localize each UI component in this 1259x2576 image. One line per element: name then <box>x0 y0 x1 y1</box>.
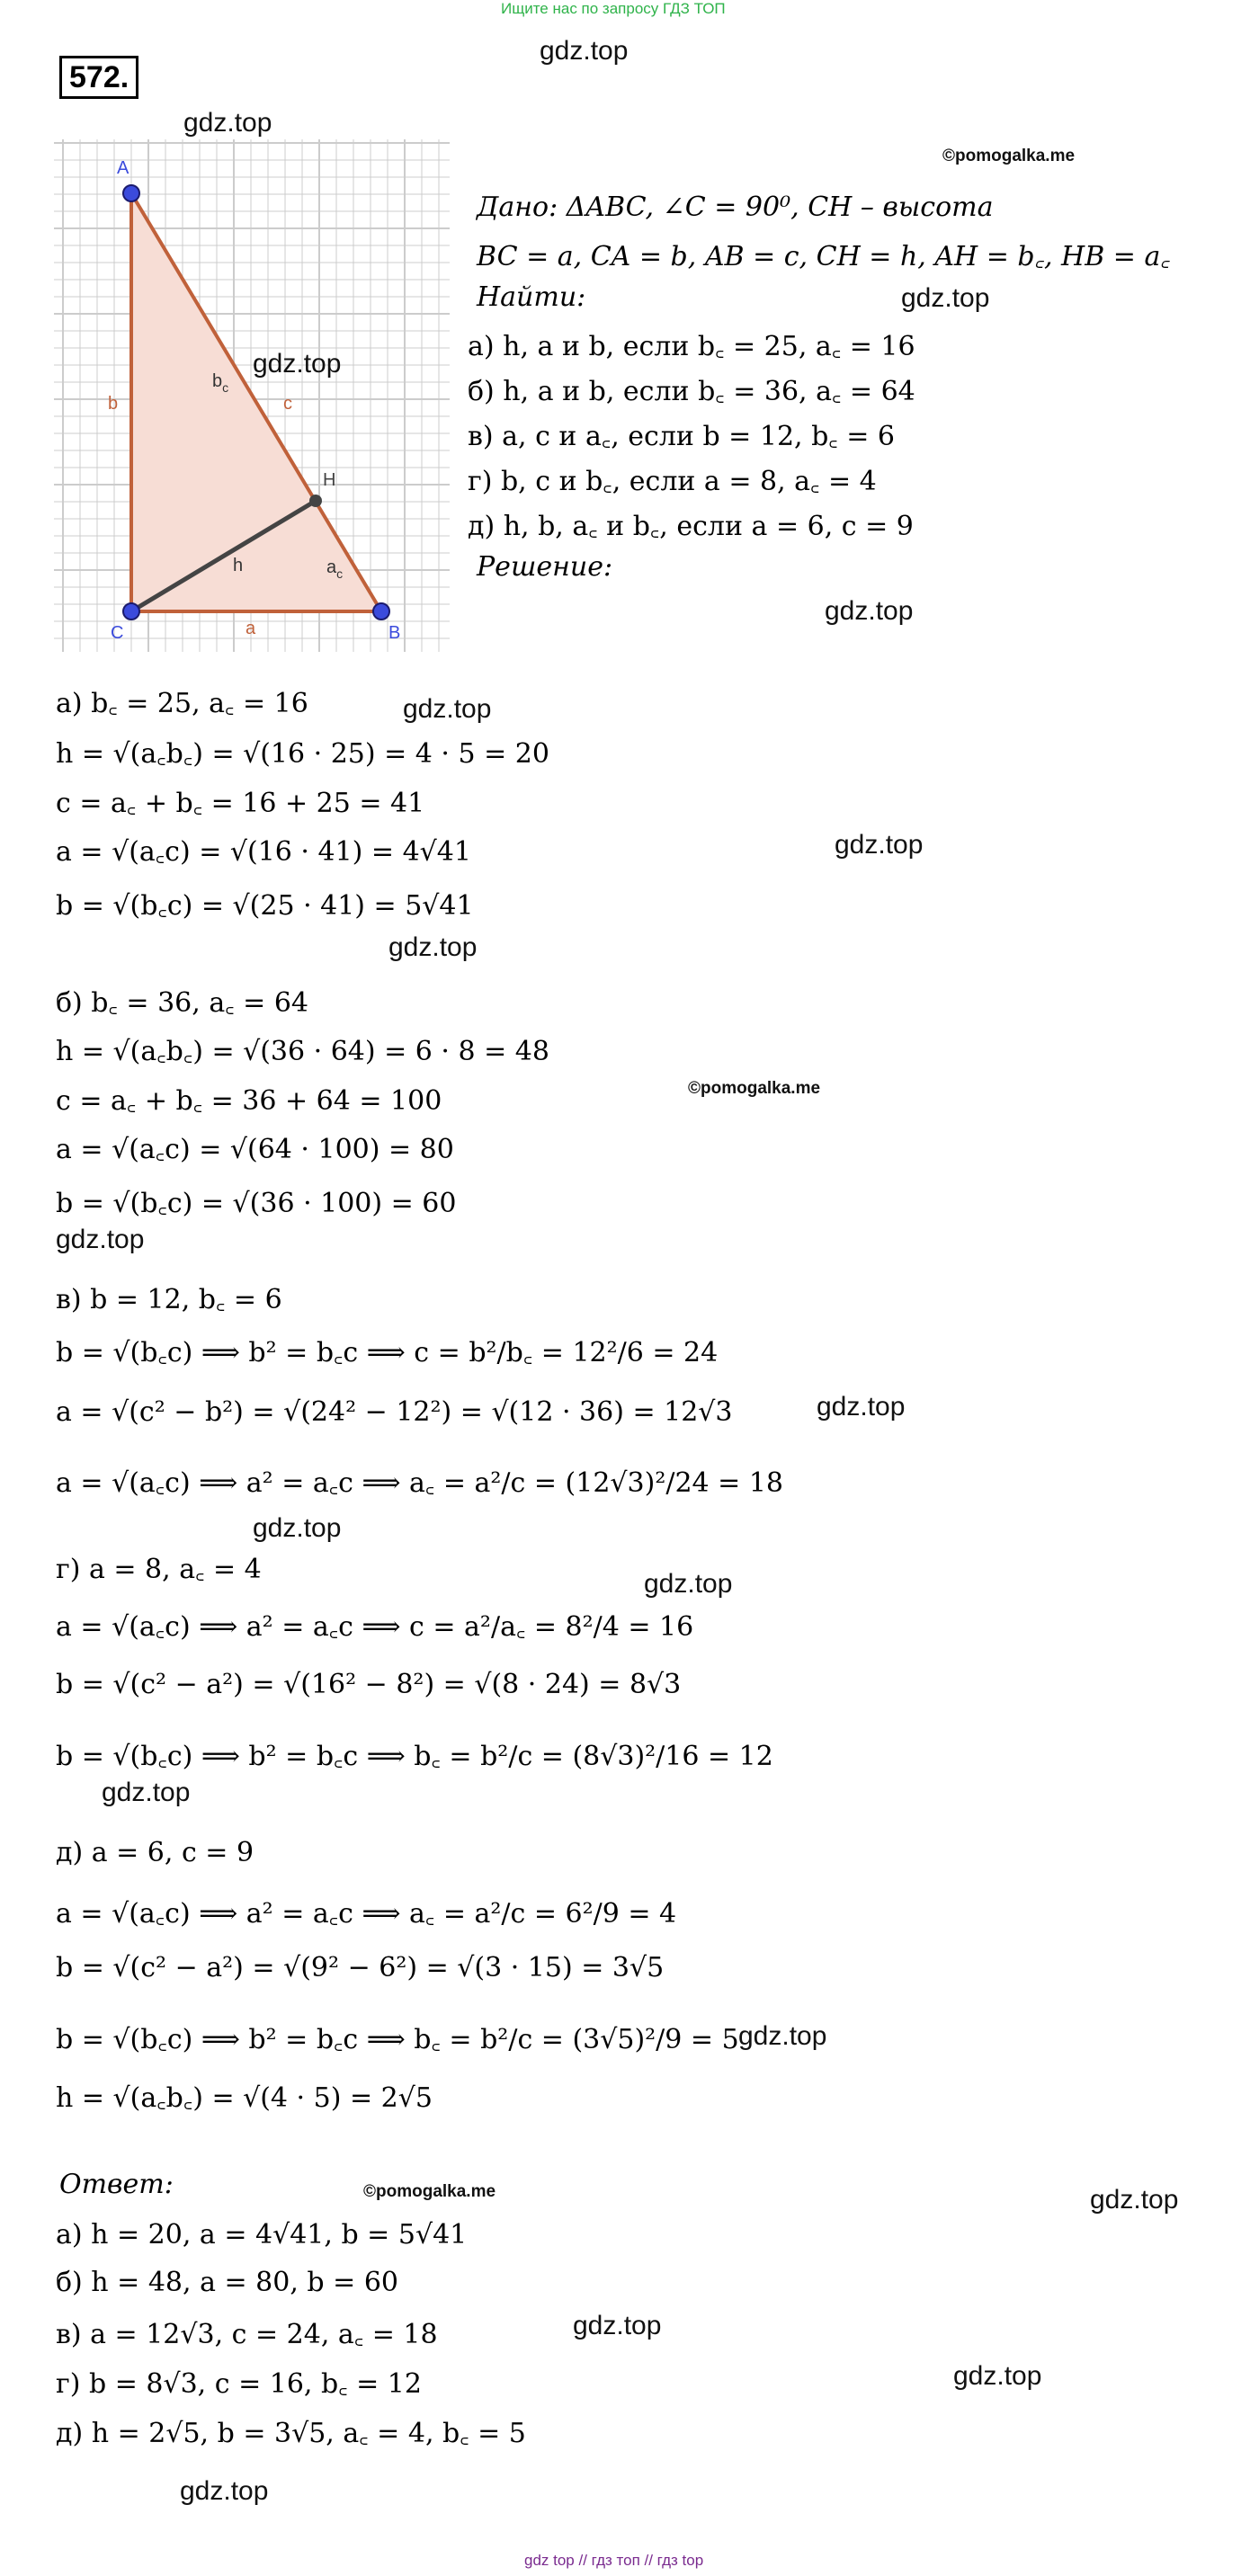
sol-v-line-2: a = √(c² − b²) = √(24² − 12²) = √(12 · 36) = 12√3 <box>56 1396 733 1428</box>
sol-d-line-2: b = √(c² − a²) = √(9² − 6²) = √(3 · 15) = 3√5 <box>56 1952 665 1983</box>
label-c: C <box>111 623 124 643</box>
answer-v: в) a = 12√3, c = 24, a꜀ = 18 <box>56 2319 438 2350</box>
sol-g-line-3: b = √(b꜀c) ⟹ b² = b꜀c ⟹ b꜀ = b²/c = (8√3)²/16 = 12 <box>56 1741 773 1772</box>
watermark-gdz: gdz.top <box>403 694 492 724</box>
answer-a: а) h = 20, a = 4√41, b = 5√41 <box>56 2219 468 2251</box>
vertex-a <box>123 185 139 201</box>
given-line-1: Дано: ΔABC, ∠C = 90⁰, CH – высота <box>477 192 994 223</box>
task-d: д) h, b, a꜀ и b꜀, если a = 6, c = 9 <box>468 511 914 542</box>
given-line-2: BC = a, CA = b, AB = c, CH = h, AH = b꜀, HB = a꜀ <box>477 241 1170 272</box>
task-a: а) h, a и b, если b꜀ = 25, a꜀ = 16 <box>468 331 915 362</box>
footer-links: gdz top // гдз топ // гдз top <box>524 2552 704 2569</box>
label-b: B <box>388 623 401 643</box>
sol-d-line-0: д) a = 6, c = 9 <box>56 1837 254 1868</box>
watermark-gdz: gdz.top <box>817 1392 906 1422</box>
sol-b-line-3: a = √(a꜀c) = √(64 · 100) = 80 <box>56 1134 454 1165</box>
task-b: б) h, a и b, если b꜀ = 36, a꜀ = 64 <box>468 376 915 407</box>
sol-g-line-1: a = √(a꜀c) ⟹ a² = a꜀c ⟹ c = a²/a꜀ = 8²/4 = 16 <box>56 1611 694 1643</box>
label-height: h <box>233 556 244 575</box>
watermark-pomogalka: ©pomogalka.me <box>363 2182 496 2201</box>
sol-a-line-3: a = √(a꜀c) = √(16 · 41) = 4√41 <box>56 836 471 868</box>
vertex-h <box>309 495 322 507</box>
watermark-gdz: gdz.top <box>738 2021 827 2051</box>
label-h: H <box>323 470 336 490</box>
triangle-diagram <box>54 139 450 652</box>
sol-a-line-0: а) b꜀ = 25, a꜀ = 16 <box>56 688 308 719</box>
sol-g-line-0: г) a = 8, a꜀ = 4 <box>56 1554 262 1585</box>
side-label-c: c <box>283 394 292 414</box>
answer-g: г) b = 8√3, c = 16, b꜀ = 12 <box>56 2368 422 2400</box>
watermark-gdz: gdz.top <box>1090 2185 1179 2215</box>
sol-d-line-1: a = √(a꜀c) ⟹ a² = a꜀c ⟹ a꜀ = a²/c = 6²/9 = 4 <box>56 1898 677 1930</box>
sol-a-line-1: h = √(a꜀b꜀) = √(16 · 25) = 4 · 5 = 20 <box>56 738 549 770</box>
sol-d-line-3: b = √(b꜀c) ⟹ b² = b꜀c ⟹ b꜀ = b²/c = (3√5)²/9 = 5 <box>56 2024 739 2055</box>
watermark-gdz: gdz.top <box>253 349 342 379</box>
sol-v-line-0: в) b = 12, b꜀ = 6 <box>56 1284 282 1315</box>
watermark-gdz: gdz.top <box>540 36 629 66</box>
watermark-pomogalka: ©pomogalka.me <box>688 1079 821 1098</box>
watermark-gdz: gdz.top <box>835 830 924 860</box>
solution-heading: Решение: <box>477 551 613 583</box>
answer-b: б) h = 48, a = 80, b = 60 <box>56 2267 399 2298</box>
vertex-b <box>373 603 389 619</box>
watermark-gdz: gdz.top <box>253 1513 342 1543</box>
find-heading: Найти: <box>477 281 586 313</box>
sol-a-line-2: c = a꜀ + b꜀ = 16 + 25 = 41 <box>56 788 425 819</box>
watermark-pomogalka: ©pomogalka.me <box>942 147 1076 165</box>
watermark-gdz: gdz.top <box>901 283 990 313</box>
label-bc: $b_c$ <box>212 371 229 395</box>
sol-d-line-4: h = √(a꜀b꜀) = √(4 · 5) = 2√5 <box>56 2082 433 2114</box>
watermark-gdz: gdz.top <box>180 2476 269 2506</box>
watermark-gdz: gdz.top <box>102 1778 191 1807</box>
sol-v-line-3: a = √(a꜀c) ⟹ a² = a꜀c ⟹ a꜀ = a²/c = (12√3)²/24 = 18 <box>56 1467 784 1499</box>
label-ac: $a_c$ <box>326 557 344 581</box>
top-banner: Ищите нас по запросу ГДЗ ТОП <box>501 0 726 17</box>
task-g: г) b, c и b꜀, если a = 8, a꜀ = 4 <box>468 466 877 497</box>
task-v: в) a, c и a꜀, если b = 12, b꜀ = 6 <box>468 421 895 452</box>
watermark-gdz: gdz.top <box>573 2311 662 2340</box>
watermark-gdz: gdz.top <box>644 1569 733 1599</box>
sol-a-line-4: b = √(b꜀c) = √(25 · 41) = 5√41 <box>56 890 474 922</box>
watermark-gdz: gdz.top <box>183 108 272 138</box>
label-a: A <box>117 158 129 178</box>
watermark-gdz: gdz.top <box>388 932 478 962</box>
sol-b-line-2: c = a꜀ + b꜀ = 36 + 64 = 100 <box>56 1085 442 1117</box>
sol-b-line-4: b = √(b꜀c) = √(36 · 100) = 60 <box>56 1188 457 1219</box>
watermark-gdz: gdz.top <box>825 596 914 626</box>
answer-heading: Ответ: <box>59 2169 174 2200</box>
side-label-a: a <box>246 619 256 638</box>
sol-v-line-1: b = √(b꜀c) ⟹ b² = b꜀c ⟹ c = b²/b꜀ = 12²/6 = 24 <box>56 1337 719 1368</box>
answer-d: д) h = 2√5, b = 3√5, a꜀ = 4, b꜀ = 5 <box>56 2418 526 2449</box>
vertex-c <box>123 603 139 619</box>
watermark-gdz: gdz.top <box>56 1225 145 1254</box>
sol-g-line-2: b = √(c² − a²) = √(16² − 8²) = √(8 · 24) = 8√3 <box>56 1669 682 1700</box>
sol-b-line-0: б) b꜀ = 36, a꜀ = 64 <box>56 987 308 1019</box>
watermark-gdz: gdz.top <box>953 2361 1042 2391</box>
sol-b-line-1: h = √(a꜀b꜀) = √(36 · 64) = 6 · 8 = 48 <box>56 1036 549 1067</box>
side-label-b: b <box>108 394 119 414</box>
problem-number: 572. <box>59 56 138 99</box>
